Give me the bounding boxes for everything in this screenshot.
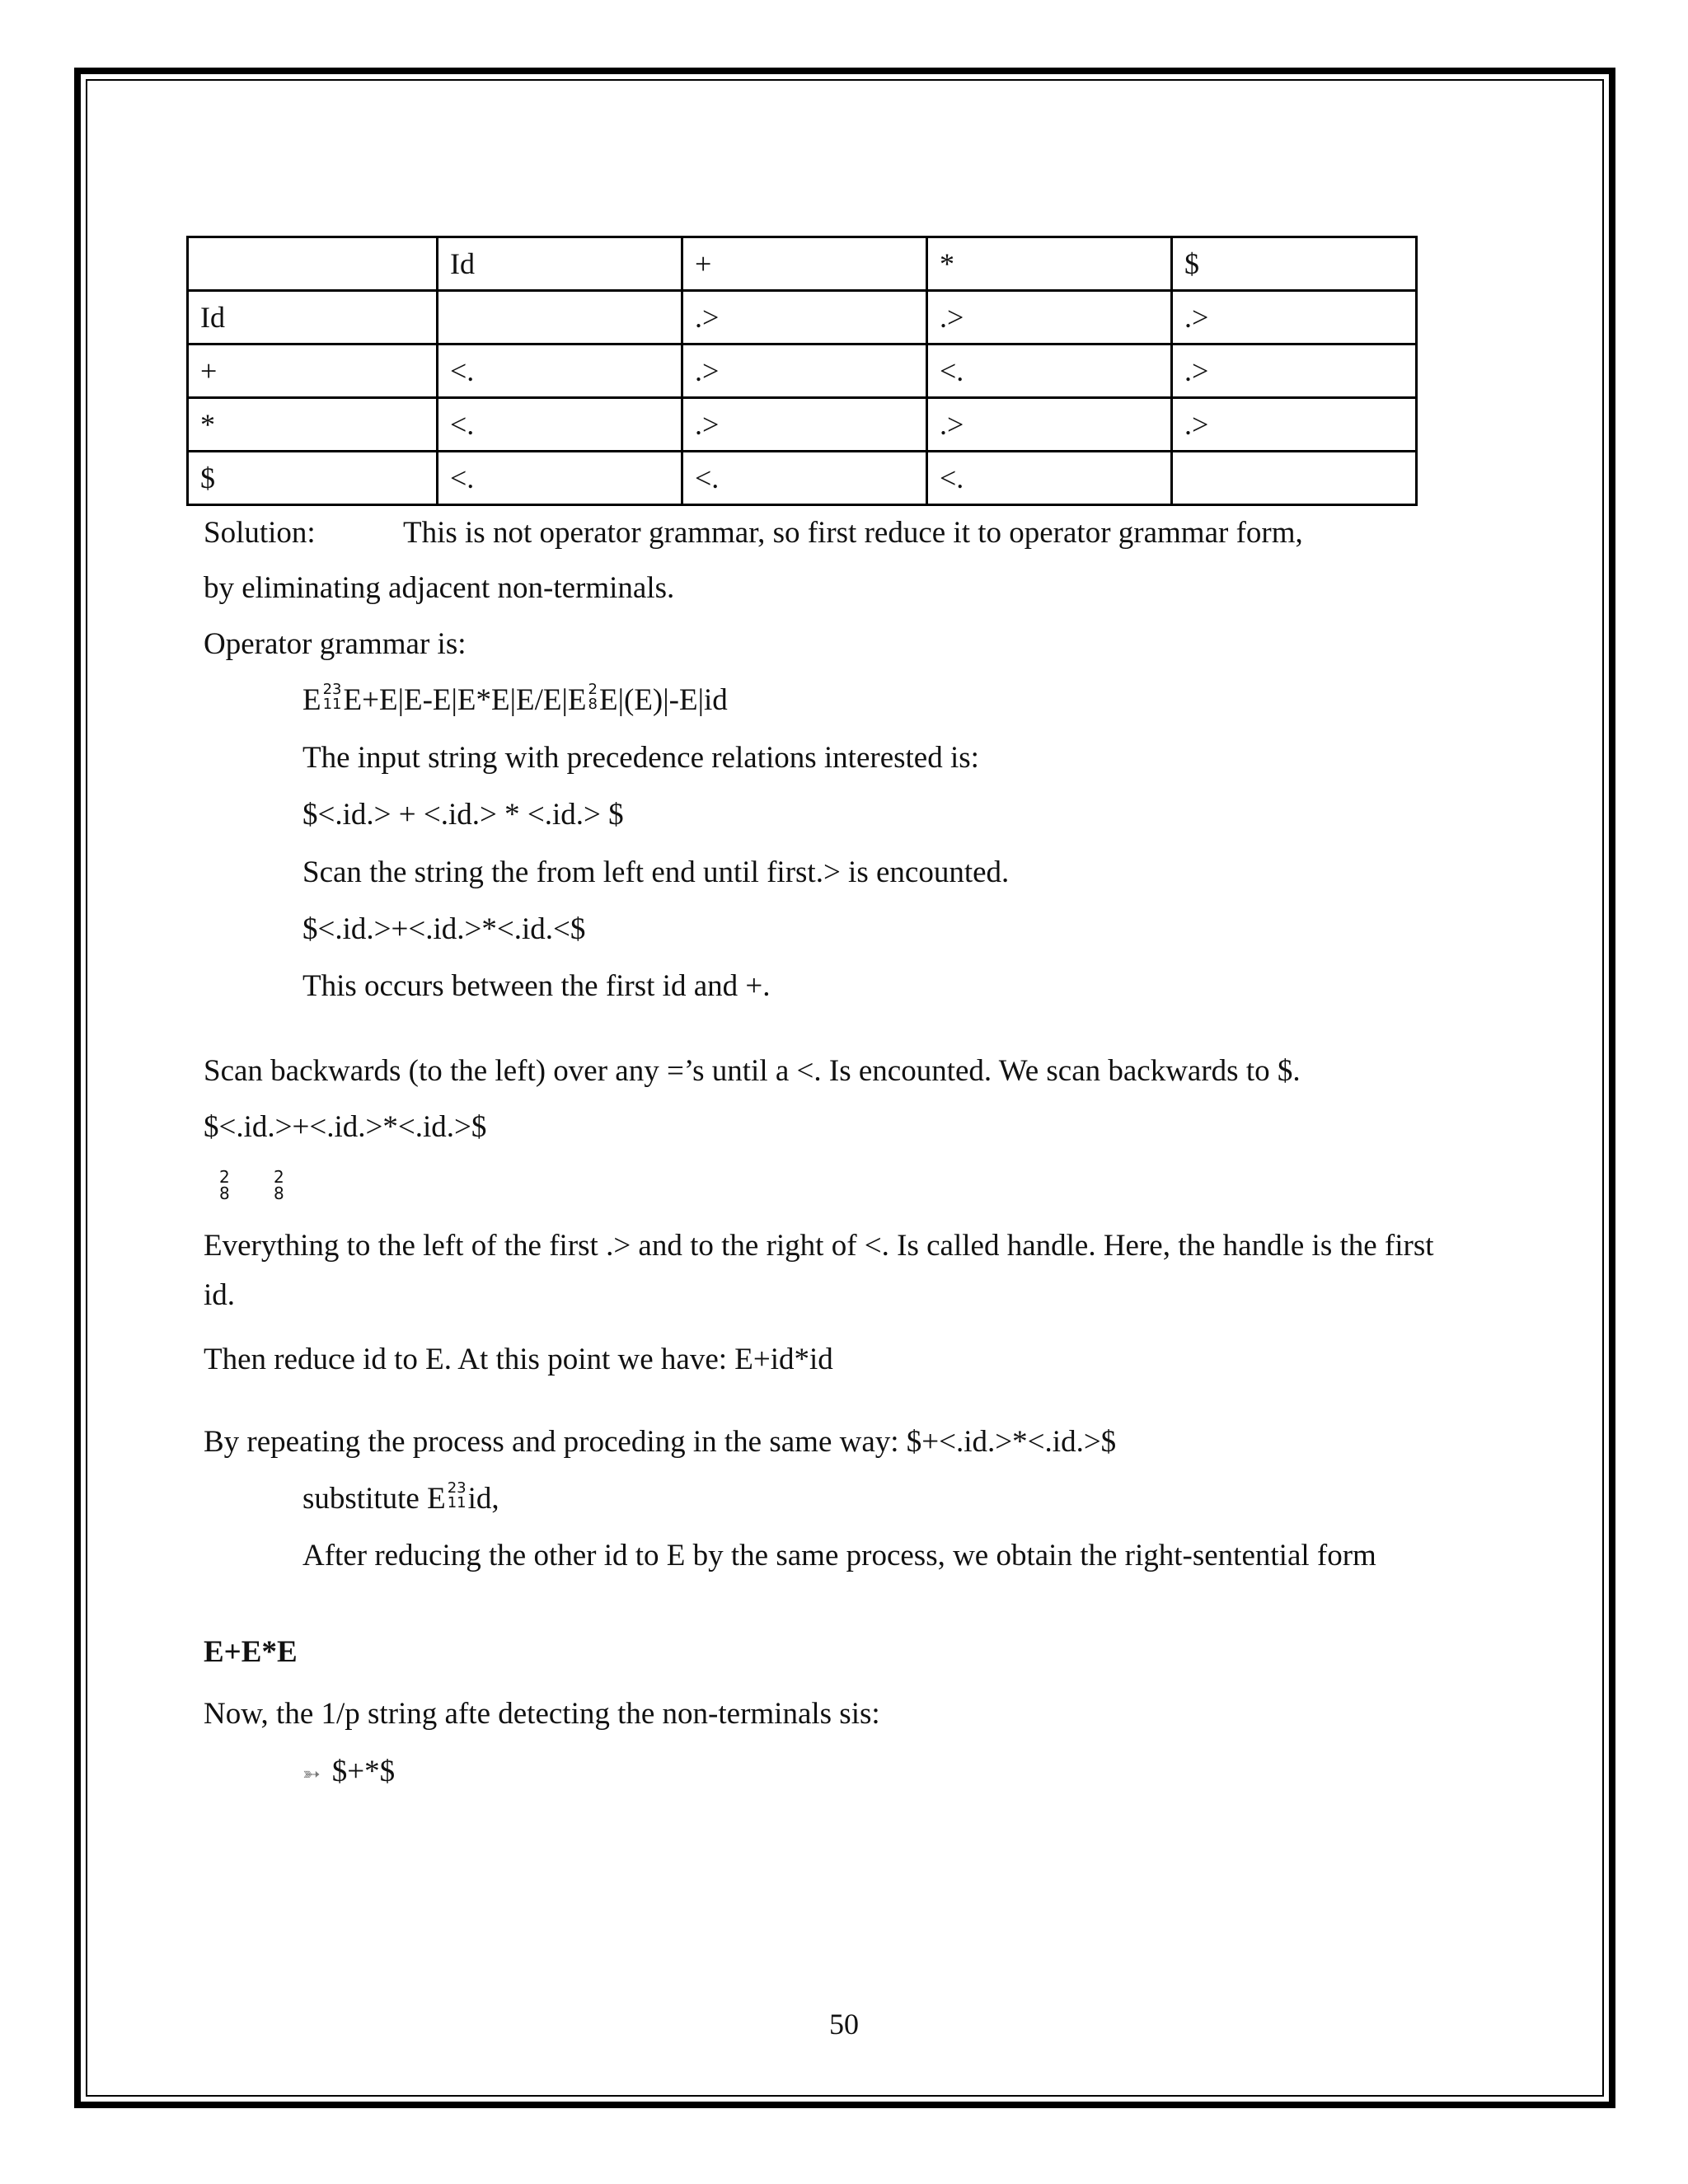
table-cell: <.: [438, 452, 682, 505]
final-line: [302, 1754, 395, 1790]
table-cell: $: [1172, 237, 1417, 291]
after-reducing-line: After reducing the other id to E by the same process, we obtain the right-sentential form: [302, 1539, 1376, 1572]
table-row: [188, 452, 1417, 505]
page-number: 50: [829, 2008, 859, 2041]
frac-top: 2: [588, 681, 598, 698]
table-cell: $: [188, 452, 438, 505]
table-header-row: [188, 237, 1417, 291]
grammar-line: [302, 682, 728, 719]
frac-top: 23: [447, 1479, 467, 1497]
final-string: $+*$: [331, 1755, 396, 1788]
precedence-table: [186, 236, 1418, 506]
repeat-line: By repeating the process and proceding in the same way: $+<.id.>*<.id.>$: [204, 1425, 1117, 1459]
solution-line-1: [204, 515, 1303, 551]
frac-bottom: 11: [447, 1494, 467, 1511]
table-cell: [1172, 452, 1417, 505]
table-cell: Id: [188, 291, 438, 344]
solution-line-2: by eliminating adjacent non-terminals.: [204, 571, 675, 605]
handle-line-2: id.: [204, 1278, 236, 1312]
symbol-placeholder: [219, 1169, 230, 1202]
table-cell: .>: [682, 344, 927, 398]
substitute-prefix: substitute E: [302, 1482, 446, 1516]
symbol-placeholder: [323, 682, 342, 712]
occurs-line: This occurs between the first id and +.: [302, 969, 771, 1003]
scan-line: Scan the string the from left end until first.> is encounted.: [302, 855, 1010, 889]
grammar-rest: E|(E)|-E|id: [598, 683, 728, 717]
scan-string: $<.id.>+<.id.>*<.id.<$: [302, 912, 586, 946]
table-cell: <.: [438, 344, 682, 398]
frac-top: 23: [322, 681, 342, 698]
mark-bottom: 8: [219, 1183, 230, 1203]
reduce-line: Then reduce id to E. At this point we have: E+id*id: [204, 1343, 833, 1376]
table-cell: Id: [438, 237, 682, 291]
table-cell: [188, 237, 438, 291]
symbol-placeholder: [588, 682, 598, 712]
table-cell: .>: [1172, 344, 1417, 398]
table-cell: *: [188, 398, 438, 452]
table-row: [188, 291, 1417, 344]
symbol-placeholder: [274, 1169, 284, 1202]
grammar-mid: E+E|E-E|E*E|E/E|E: [343, 683, 587, 717]
table-cell: .>: [1172, 291, 1417, 344]
mark-top: 2: [274, 1167, 284, 1187]
table-cell: .>: [927, 398, 1172, 452]
frac-bottom: 11: [322, 696, 342, 713]
now-line: Now, the 1/p string afte detecting the non-terminals sis:: [204, 1697, 880, 1731]
frac-bottom: 8: [588, 696, 598, 713]
substitute-line: [302, 1481, 499, 1517]
input-string-intro: The input string with precedence relations interested is:: [302, 741, 979, 775]
mark-top: 2: [219, 1167, 230, 1187]
table-cell: .>: [682, 291, 927, 344]
table-cell: <.: [927, 452, 1172, 505]
table-cell: .>: [1172, 398, 1417, 452]
table-row: [188, 344, 1417, 398]
solution-text: This is not operator grammar, so first reduce it to operator grammar form,: [403, 516, 1303, 550]
operator-grammar-label: Operator grammar is:: [204, 627, 467, 661]
table-row: [188, 398, 1417, 452]
table-cell: .>: [682, 398, 927, 452]
table-cell: <.: [438, 398, 682, 452]
table-cell: +: [682, 237, 927, 291]
table-cell: .>: [927, 291, 1172, 344]
input-string: $<.id.> + <.id.> * <.id.> $: [302, 798, 624, 832]
table-cell: +: [188, 344, 438, 398]
table-cell: [438, 291, 682, 344]
arrow-icon: ➳: [302, 1762, 321, 1787]
symbol-placeholder: [448, 1481, 467, 1511]
substitute-suffix: id,: [467, 1482, 499, 1516]
table-cell: *: [927, 237, 1172, 291]
table-cell: <.: [927, 344, 1172, 398]
scan-backwards-line: Scan backwards (to the left) over any =’s until a <. Is encounted. We scan backwards to $.: [204, 1054, 1301, 1088]
backwards-string: $<.id.>+<.id.>*<.id.>$: [204, 1110, 487, 1144]
grammar-E: E: [302, 683, 321, 717]
table-cell: <.: [682, 452, 927, 505]
sentential-form: E+E*E: [204, 1635, 298, 1669]
solution-label: Solution:: [204, 516, 316, 550]
handle-line-1: Everything to the left of the first .> and to the right of <. Is called handle. Here, the handle is the first: [204, 1229, 1434, 1263]
mark-bottom: 8: [274, 1183, 284, 1203]
